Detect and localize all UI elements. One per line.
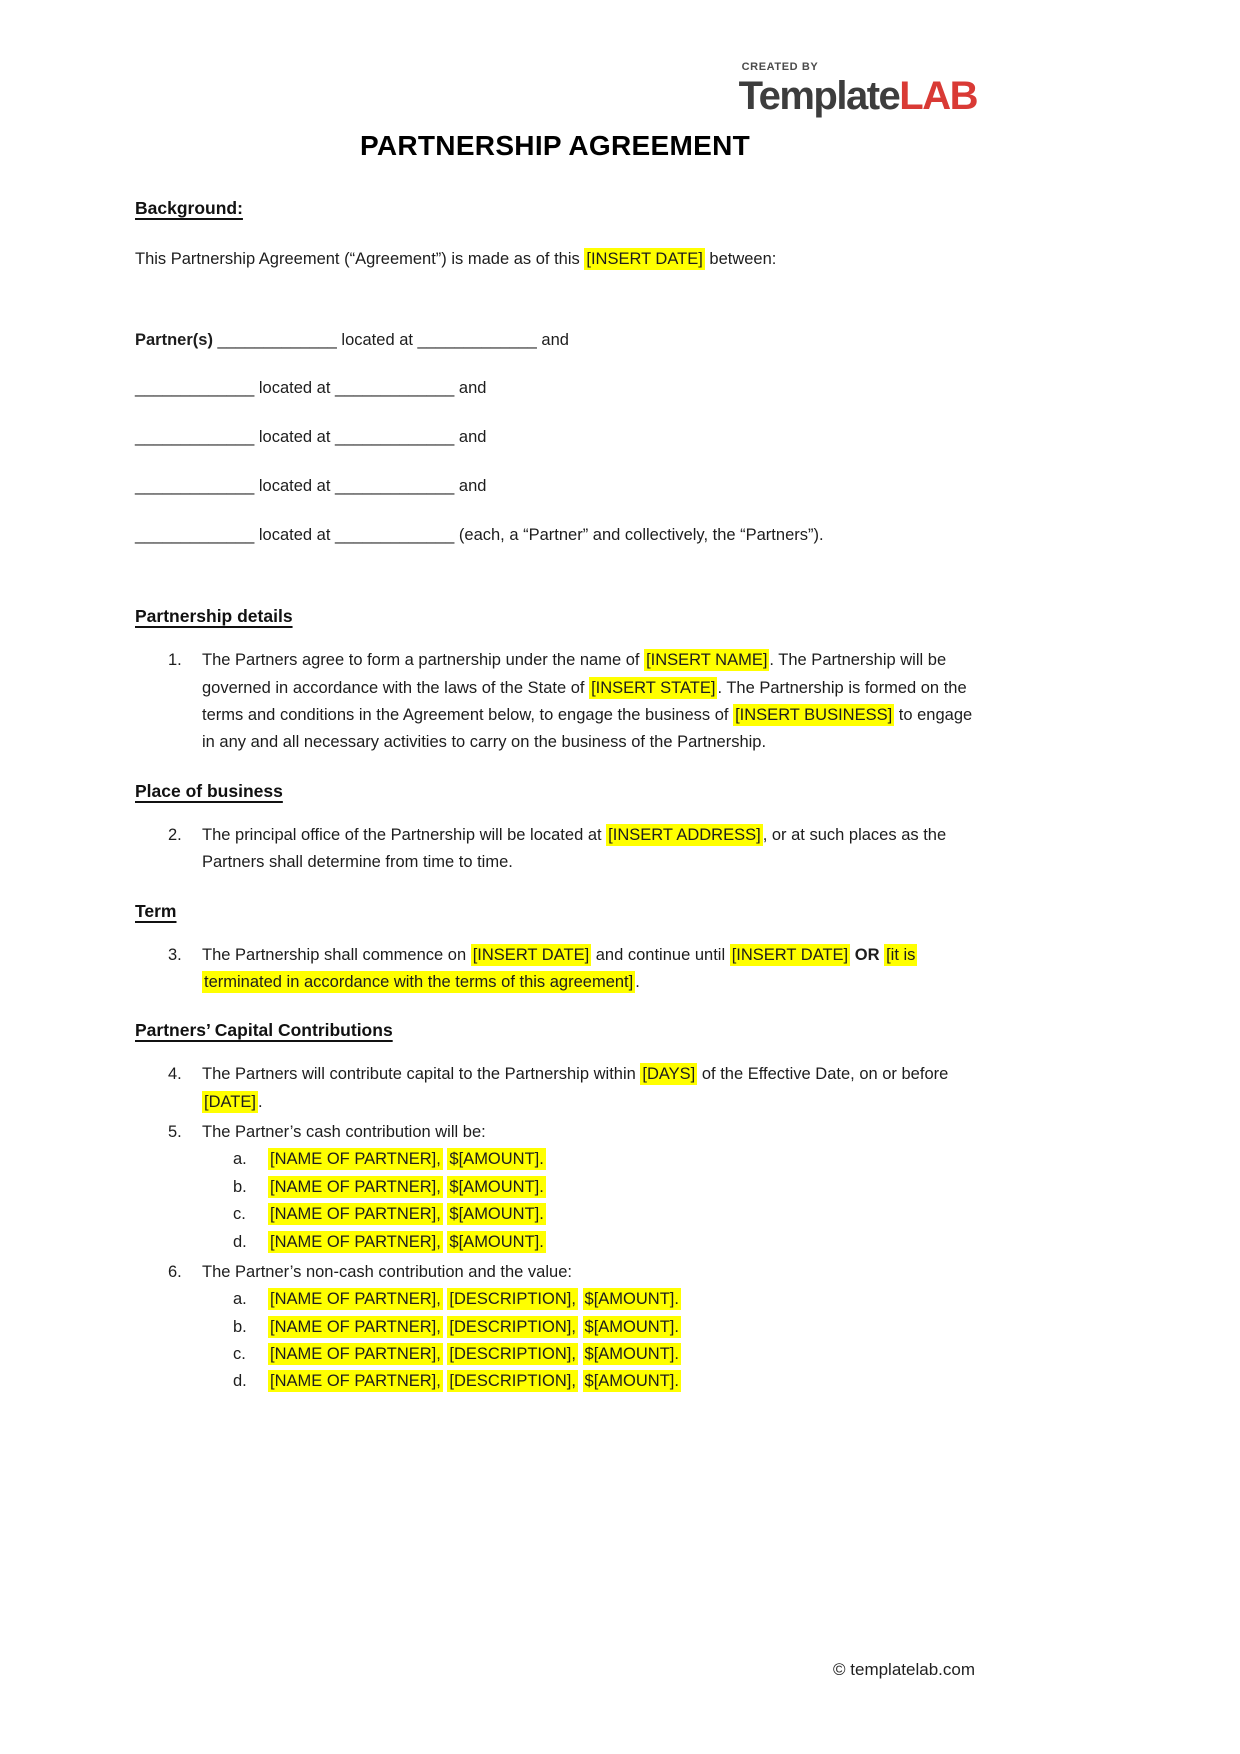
logo-brand-template: Template xyxy=(738,74,900,118)
placeholder-highlight: [DESCRIPTION], xyxy=(449,1317,576,1336)
placeholder-highlight: [INSERT DATE] xyxy=(472,945,590,964)
item-5 xyxy=(135,1119,975,1146)
partner-line-4 xyxy=(135,473,975,500)
section-heading-text: Term xyxy=(135,900,177,921)
text-segment: . xyxy=(635,972,640,991)
item-6 xyxy=(135,1259,975,1286)
placeholder-highlight: [INSERT NAME] xyxy=(646,651,768,670)
placeholder-highlight: $[AMOUNT]. xyxy=(584,1317,679,1336)
text-segment: . The Partnership is formed on the terms and conditions in the Agreement below, to engage the business of xyxy=(202,678,967,725)
list-marker: a. xyxy=(233,1150,247,1169)
placeholder-highlight: [it is terminated in accordance with the terms of this agreement] xyxy=(204,945,916,991)
list-item-text xyxy=(202,1259,975,1286)
text-segment: The Partner’s cash contribution will be: xyxy=(202,1123,486,1142)
text-segment: _____________ located at _____________ and xyxy=(135,428,487,447)
item-3 xyxy=(135,942,975,997)
item-4 xyxy=(135,1061,975,1116)
text-segment: to engage in any and all necessary activities to carry on the business of the Partnership. xyxy=(202,706,973,752)
list-item-text xyxy=(268,1286,975,1313)
placeholder-highlight: [NAME OF PARTNER], xyxy=(270,1317,441,1336)
text-segment: of the Effective Date, on or before xyxy=(697,1065,949,1084)
list-marker: d. xyxy=(233,1232,247,1251)
noncash-contribution-c xyxy=(135,1341,975,1368)
text-segment: . The Partnership will be governed in accordance with the laws of the State of xyxy=(202,651,947,697)
text-segment: _____________ located at _____________ (each, a “Partner” and collectively, the “Partners”). xyxy=(135,525,824,544)
placeholder-highlight: $[AMOUNT]. xyxy=(449,1150,544,1169)
partner-line-1 xyxy=(135,327,975,354)
list-item-text xyxy=(268,1314,975,1341)
cash-contribution-a xyxy=(135,1146,975,1173)
text-segment: The principal office of the Partnership will be located at xyxy=(202,825,607,844)
list-marker: 4. xyxy=(168,1065,182,1084)
placeholder-highlight: [NAME OF PARTNER], xyxy=(270,1345,441,1364)
placeholder-highlight: [INSERT ADDRESS] xyxy=(608,825,761,844)
section-heading-text: Partnership details xyxy=(135,606,293,627)
placeholder-highlight: [DESCRIPTION], xyxy=(449,1345,576,1364)
text-segment: . xyxy=(257,1092,263,1111)
placeholder-highlight: [NAME OF PARTNER], xyxy=(270,1177,441,1196)
text-segment: _____________ located at _____________ and xyxy=(135,476,487,495)
text-segment: This Partnership Agreement (“Agreement”) is made as of this xyxy=(135,250,585,268)
text-segment: The Partners agree to form a partnership under the name of xyxy=(202,651,645,670)
text-segment xyxy=(578,1345,583,1363)
noncash-contribution-a xyxy=(135,1286,975,1313)
list-marker: 6. xyxy=(168,1262,182,1281)
list-item-text xyxy=(268,1341,975,1368)
list-item-text xyxy=(268,1368,975,1395)
placeholder-highlight: [INSERT BUSINESS] xyxy=(735,706,893,725)
intro-paragraph xyxy=(135,246,975,273)
heading-capital-contributions xyxy=(135,1020,975,1041)
list-marker: c. xyxy=(233,1205,246,1224)
text-segment xyxy=(578,1372,583,1390)
logo-created-by: CREATED BY xyxy=(741,61,819,73)
placeholder-highlight: [NAME OF PARTNER], xyxy=(270,1232,441,1251)
placeholder-highlight: [NAME OF PARTNER], xyxy=(270,1205,441,1224)
list-marker: d. xyxy=(233,1372,247,1391)
text-segment: OR xyxy=(854,945,880,964)
document-title: PARTNERSHIP AGREEMENT xyxy=(359,130,751,161)
list-marker: 3. xyxy=(168,945,182,964)
item-2 xyxy=(135,822,975,877)
noncash-contribution-d xyxy=(135,1368,975,1395)
partner-line-2 xyxy=(135,375,975,402)
placeholder-highlight: [DESCRIPTION], xyxy=(449,1290,576,1309)
list-marker: 5. xyxy=(168,1123,182,1142)
placeholder-highlight: $[AMOUNT]. xyxy=(584,1372,679,1391)
list-item-text xyxy=(202,1061,975,1116)
heading-background xyxy=(135,198,975,219)
list-marker: 2. xyxy=(168,825,182,844)
list-item-text xyxy=(202,1119,975,1146)
placeholder-highlight: [DESCRIPTION], xyxy=(449,1372,576,1391)
placeholder-highlight: [INSERT STATE] xyxy=(591,678,716,697)
text-segment: _____________ located at _____________ and xyxy=(135,379,487,398)
placeholder-highlight: [DAYS] xyxy=(642,1065,696,1084)
placeholder-highlight: [DATE] xyxy=(204,1092,256,1111)
templatelab-logo xyxy=(739,62,977,116)
partner-line-5 xyxy=(135,522,975,549)
text-segment: and continue until xyxy=(591,945,730,964)
list-item-text xyxy=(268,1201,975,1228)
list-marker: b. xyxy=(233,1177,247,1196)
text-segment: Partner(s) xyxy=(135,330,218,349)
list-item-text xyxy=(202,942,975,997)
section-heading-text: Place of business xyxy=(135,780,283,801)
document-flow xyxy=(135,198,975,1396)
item-1 xyxy=(135,647,975,757)
text-segment: _____________ located at _____________ and xyxy=(217,330,569,349)
section-heading-text: Partners’ Capital Contributions xyxy=(135,1020,393,1041)
placeholder-highlight: [NAME OF PARTNER], xyxy=(270,1372,441,1391)
placeholder-highlight: $[AMOUNT]. xyxy=(449,1205,544,1224)
list-marker: 1. xyxy=(168,651,182,670)
logo-brand-lab: LAB xyxy=(899,74,977,118)
cash-contribution-b xyxy=(135,1174,975,1201)
text-segment: The Partners will contribute capital to the Partnership within xyxy=(202,1065,641,1084)
text-segment: between: xyxy=(704,250,777,268)
text-segment: The Partnership shall commence on xyxy=(202,945,471,964)
placeholder-highlight: [NAME OF PARTNER], xyxy=(270,1150,441,1169)
list-item-text xyxy=(268,1146,975,1173)
list-marker: c. xyxy=(233,1345,246,1364)
placeholder-highlight: [INSERT DATE] xyxy=(586,250,703,268)
text-segment: , or at such places as the Partners shall determine from time to time. xyxy=(202,825,947,872)
list-item-text xyxy=(202,647,975,757)
list-marker: a. xyxy=(233,1290,247,1309)
heading-term xyxy=(135,901,975,922)
placeholder-highlight: $[AMOUNT]. xyxy=(584,1345,679,1364)
list-item-text xyxy=(268,1174,975,1201)
placeholder-highlight: $[AMOUNT]. xyxy=(584,1290,679,1309)
noncash-contribution-b xyxy=(135,1314,975,1341)
logo-brand xyxy=(739,74,977,118)
heading-partnership-details xyxy=(135,606,975,627)
section-heading-text: Background: xyxy=(135,198,243,218)
text-segment xyxy=(578,1290,583,1308)
cash-contribution-d xyxy=(135,1229,975,1256)
placeholder-highlight: [INSERT DATE] xyxy=(731,945,849,964)
heading-place-of-business xyxy=(135,781,975,802)
text-segment xyxy=(578,1318,583,1336)
placeholder-highlight: $[AMOUNT]. xyxy=(449,1177,544,1196)
list-item-text xyxy=(202,822,975,877)
cash-contribution-c xyxy=(135,1201,975,1228)
partner-line-3 xyxy=(135,424,975,451)
footer-copyright: © templatelab.com xyxy=(833,1660,975,1679)
placeholder-highlight: $[AMOUNT]. xyxy=(449,1232,544,1251)
text-segment: The Partner’s non-cash contribution and the value: xyxy=(202,1262,572,1281)
list-item-text xyxy=(268,1229,975,1256)
list-marker: b. xyxy=(233,1317,247,1336)
placeholder-highlight: [NAME OF PARTNER], xyxy=(270,1290,441,1309)
